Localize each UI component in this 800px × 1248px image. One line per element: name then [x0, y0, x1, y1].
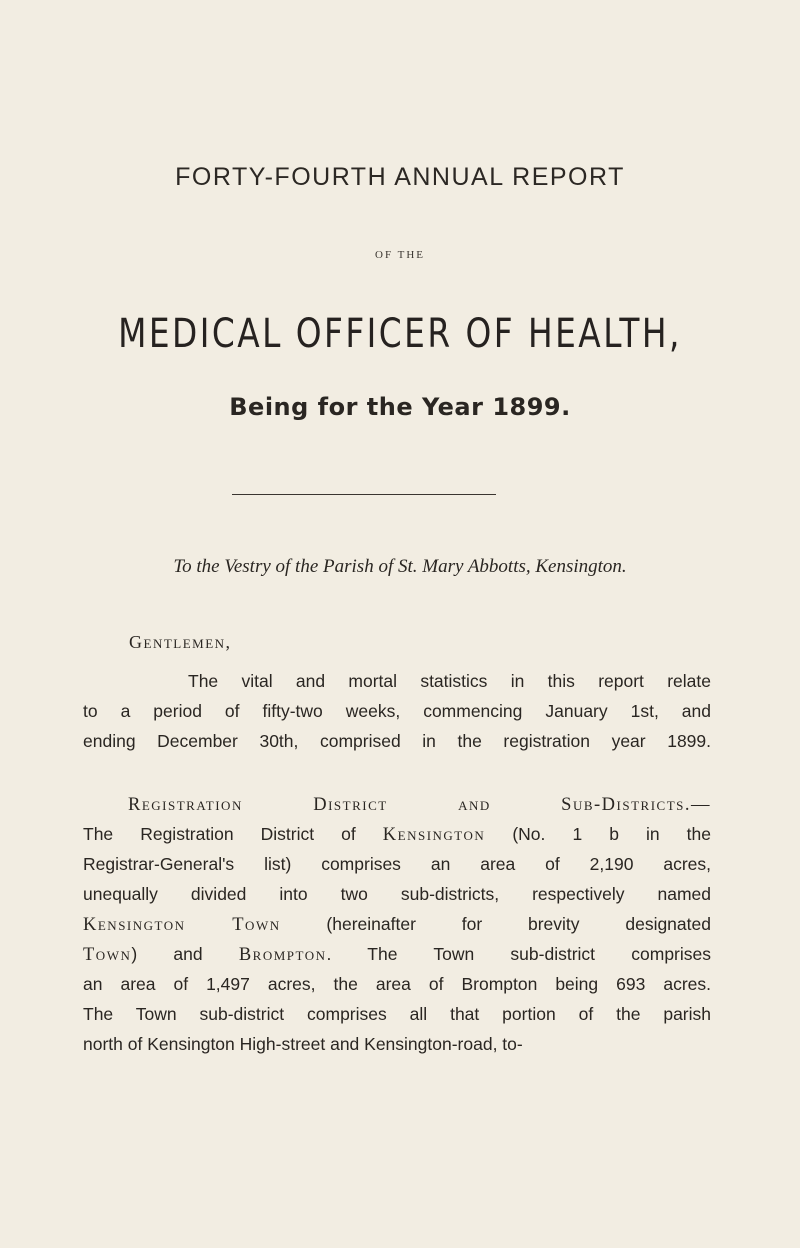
of-the-line: OF THE	[375, 249, 425, 261]
paragraph-line	[83, 819, 711, 849]
section-heading-text: Registration District and Sub-Districts.—	[128, 795, 711, 815]
letter-addressee: To the Vestry of the Parish of St. Mary Abbotts, Kensington.	[173, 556, 627, 577]
paragraph-line: to a period of fifty-two weeks, commencing January 1st, and	[83, 701, 711, 721]
text-run: . The Town sub-district comprises	[326, 944, 712, 964]
text-run-smallcaps: Brompton	[238, 945, 327, 965]
paragraph-line: an area of 1,497 acres, the area of Brompton being 693 acres.	[83, 974, 711, 994]
paragraph-line	[83, 909, 711, 939]
paragraph-line	[83, 939, 711, 969]
text-run-smallcaps: Kensington Town	[83, 915, 281, 935]
text-run: (hereinafter for brevity designated	[280, 914, 711, 934]
paragraph-line: Registrar-General's list) comprises an area of 2,190 acres,	[83, 854, 711, 874]
text-run-smallcaps: Kensington	[382, 825, 486, 845]
paragraph-registration-district	[83, 789, 711, 1059]
main-title: MEDICAL OFFICER OF HEALTH,	[118, 311, 682, 357]
text-run: ) and	[131, 944, 239, 964]
paragraph-line: The Town sub-district comprises all that portion of the parish	[83, 1004, 711, 1024]
report-title-line: FORTY-FOURTH ANNUAL REPORT	[175, 163, 625, 191]
paragraph-line: The vital and mortal statistics in this report relate	[188, 671, 711, 691]
text-run: The Registration District of	[83, 824, 383, 844]
divider-rule	[232, 494, 496, 495]
paragraph-line: ending December 30th, comprised in the registration year 1899.	[83, 731, 711, 751]
text-run-smallcaps: Town	[83, 945, 132, 965]
section-heading	[83, 789, 711, 819]
letter-salutation: Gentlemen,	[129, 632, 232, 652]
report-year-subtitle: Being for the Year 1899.	[229, 393, 571, 421]
paragraph-line: north of Kensington High-street and Kensington-road, to-	[83, 1034, 523, 1054]
text-run: (No. 1 b in the	[485, 824, 711, 844]
paragraph-vital-statistics	[83, 666, 711, 756]
paragraph-line: unequally divided into two sub-districts, respectively named	[83, 884, 711, 904]
